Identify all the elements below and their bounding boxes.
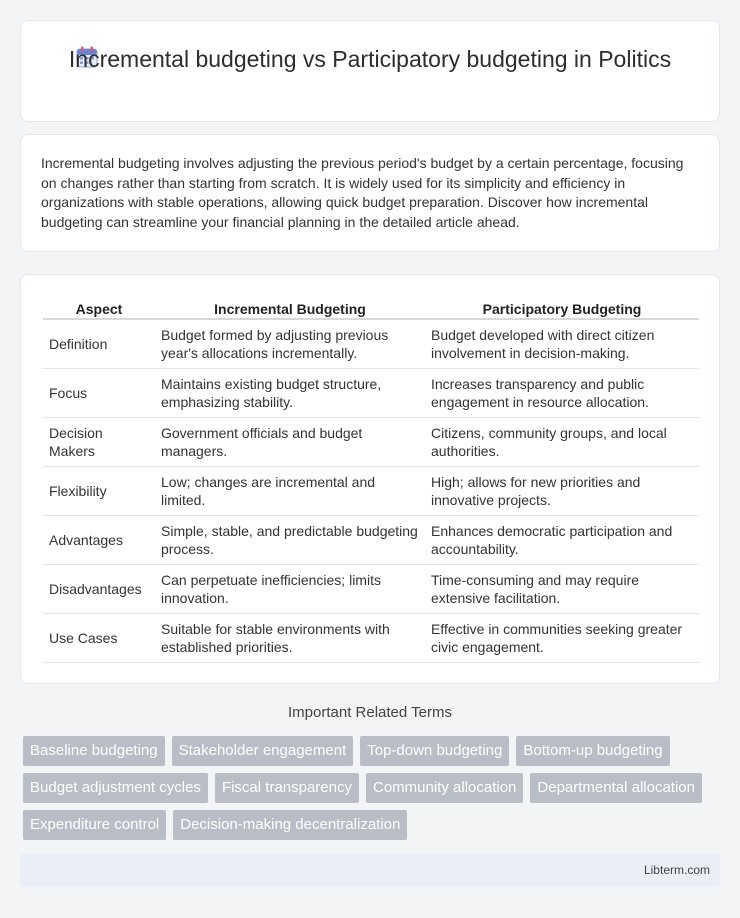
page-title: Incremental budgeting vs Participatory budgeting in Politics xyxy=(68,46,672,72)
row-aspect: Use Cases xyxy=(43,613,155,662)
table-row xyxy=(43,368,699,417)
row-incremental: Maintains existing budget structure, emphasizing stability. xyxy=(155,368,425,417)
row-aspect: Advantages xyxy=(43,515,155,564)
row-incremental: Government officials and budget managers. xyxy=(155,417,425,466)
row-incremental: Low; changes are incremental and limited. xyxy=(155,466,425,515)
term-tag[interactable]: Bottom-up budgeting xyxy=(516,736,669,766)
table-row xyxy=(43,319,699,368)
row-aspect: Decision Makers xyxy=(43,417,155,466)
footer xyxy=(20,854,720,887)
table-row xyxy=(43,564,699,613)
term-tag[interactable]: Decision-making decentralization xyxy=(173,810,407,840)
row-incremental: Budget formed by adjusting previous year's allocations incrementally. xyxy=(155,319,425,368)
intro-paragraph: Incremental budgeting involves adjusting the previous period's budget by a certain percentage, focusing on changes rather than starting from scratch. It is widely used for its simplicity and efficiency in organizations with stable operations, allowing quick budget preparation. Discover how incremental budgeting can streamline your financial planning in the detailed article ahead. xyxy=(41,155,684,230)
table-row xyxy=(43,515,699,564)
header-aspect: Aspect xyxy=(43,296,155,319)
related-terms-list xyxy=(23,736,719,840)
table-header-row xyxy=(43,296,699,319)
term-tag[interactable]: Budget adjustment cycles xyxy=(23,773,208,803)
row-participatory: High; allows for new priorities and innovative projects. xyxy=(425,466,699,515)
row-participatory: Enhances democratic participation and accountability. xyxy=(425,515,699,564)
footer-site-link[interactable]: Libterm.com xyxy=(643,863,710,877)
table-row xyxy=(43,466,699,515)
table-row xyxy=(43,417,699,466)
row-incremental: Suitable for stable environments with established priorities. xyxy=(155,613,425,662)
row-participatory: Increases transparency and public engagement in resource allocation. xyxy=(425,368,699,417)
related-terms-title: Important Related Terms xyxy=(288,704,452,721)
table-row xyxy=(43,613,699,662)
comparison-card xyxy=(20,274,720,684)
row-aspect: Disadvantages xyxy=(43,564,155,613)
term-tag[interactable]: Baseline budgeting xyxy=(23,736,165,766)
term-tag[interactable]: Departmental allocation xyxy=(530,773,702,803)
term-tag[interactable]: Community allocation xyxy=(366,773,523,803)
term-tag[interactable]: Expenditure control xyxy=(23,810,166,840)
row-participatory: Time-consuming and may require extensive facilitation. xyxy=(425,564,699,613)
row-incremental: Can perpetuate inefficiencies; limits innovation. xyxy=(155,564,425,613)
term-tag[interactable]: Stakeholder engagement xyxy=(172,736,354,766)
header-participatory: Participatory Budgeting xyxy=(425,296,699,319)
term-tag[interactable]: Top-down budgeting xyxy=(360,736,509,766)
row-participatory: Citizens, community groups, and local authorities. xyxy=(425,417,699,466)
title-card xyxy=(20,20,720,122)
row-aspect: Focus xyxy=(43,368,155,417)
row-participatory: Budget developed with direct citizen involvement in decision-making. xyxy=(425,319,699,368)
row-aspect: Flexibility xyxy=(43,466,155,515)
row-participatory: Effective in communities seeking greater civic engagement. xyxy=(425,613,699,662)
intro-card xyxy=(20,134,720,252)
comparison-table xyxy=(43,296,699,663)
header-incremental: Incremental Budgeting xyxy=(155,296,425,319)
row-aspect: Definition xyxy=(43,319,155,368)
row-incremental: Simple, stable, and predictable budgeting process. xyxy=(155,515,425,564)
term-tag[interactable]: Fiscal transparency xyxy=(215,773,359,803)
